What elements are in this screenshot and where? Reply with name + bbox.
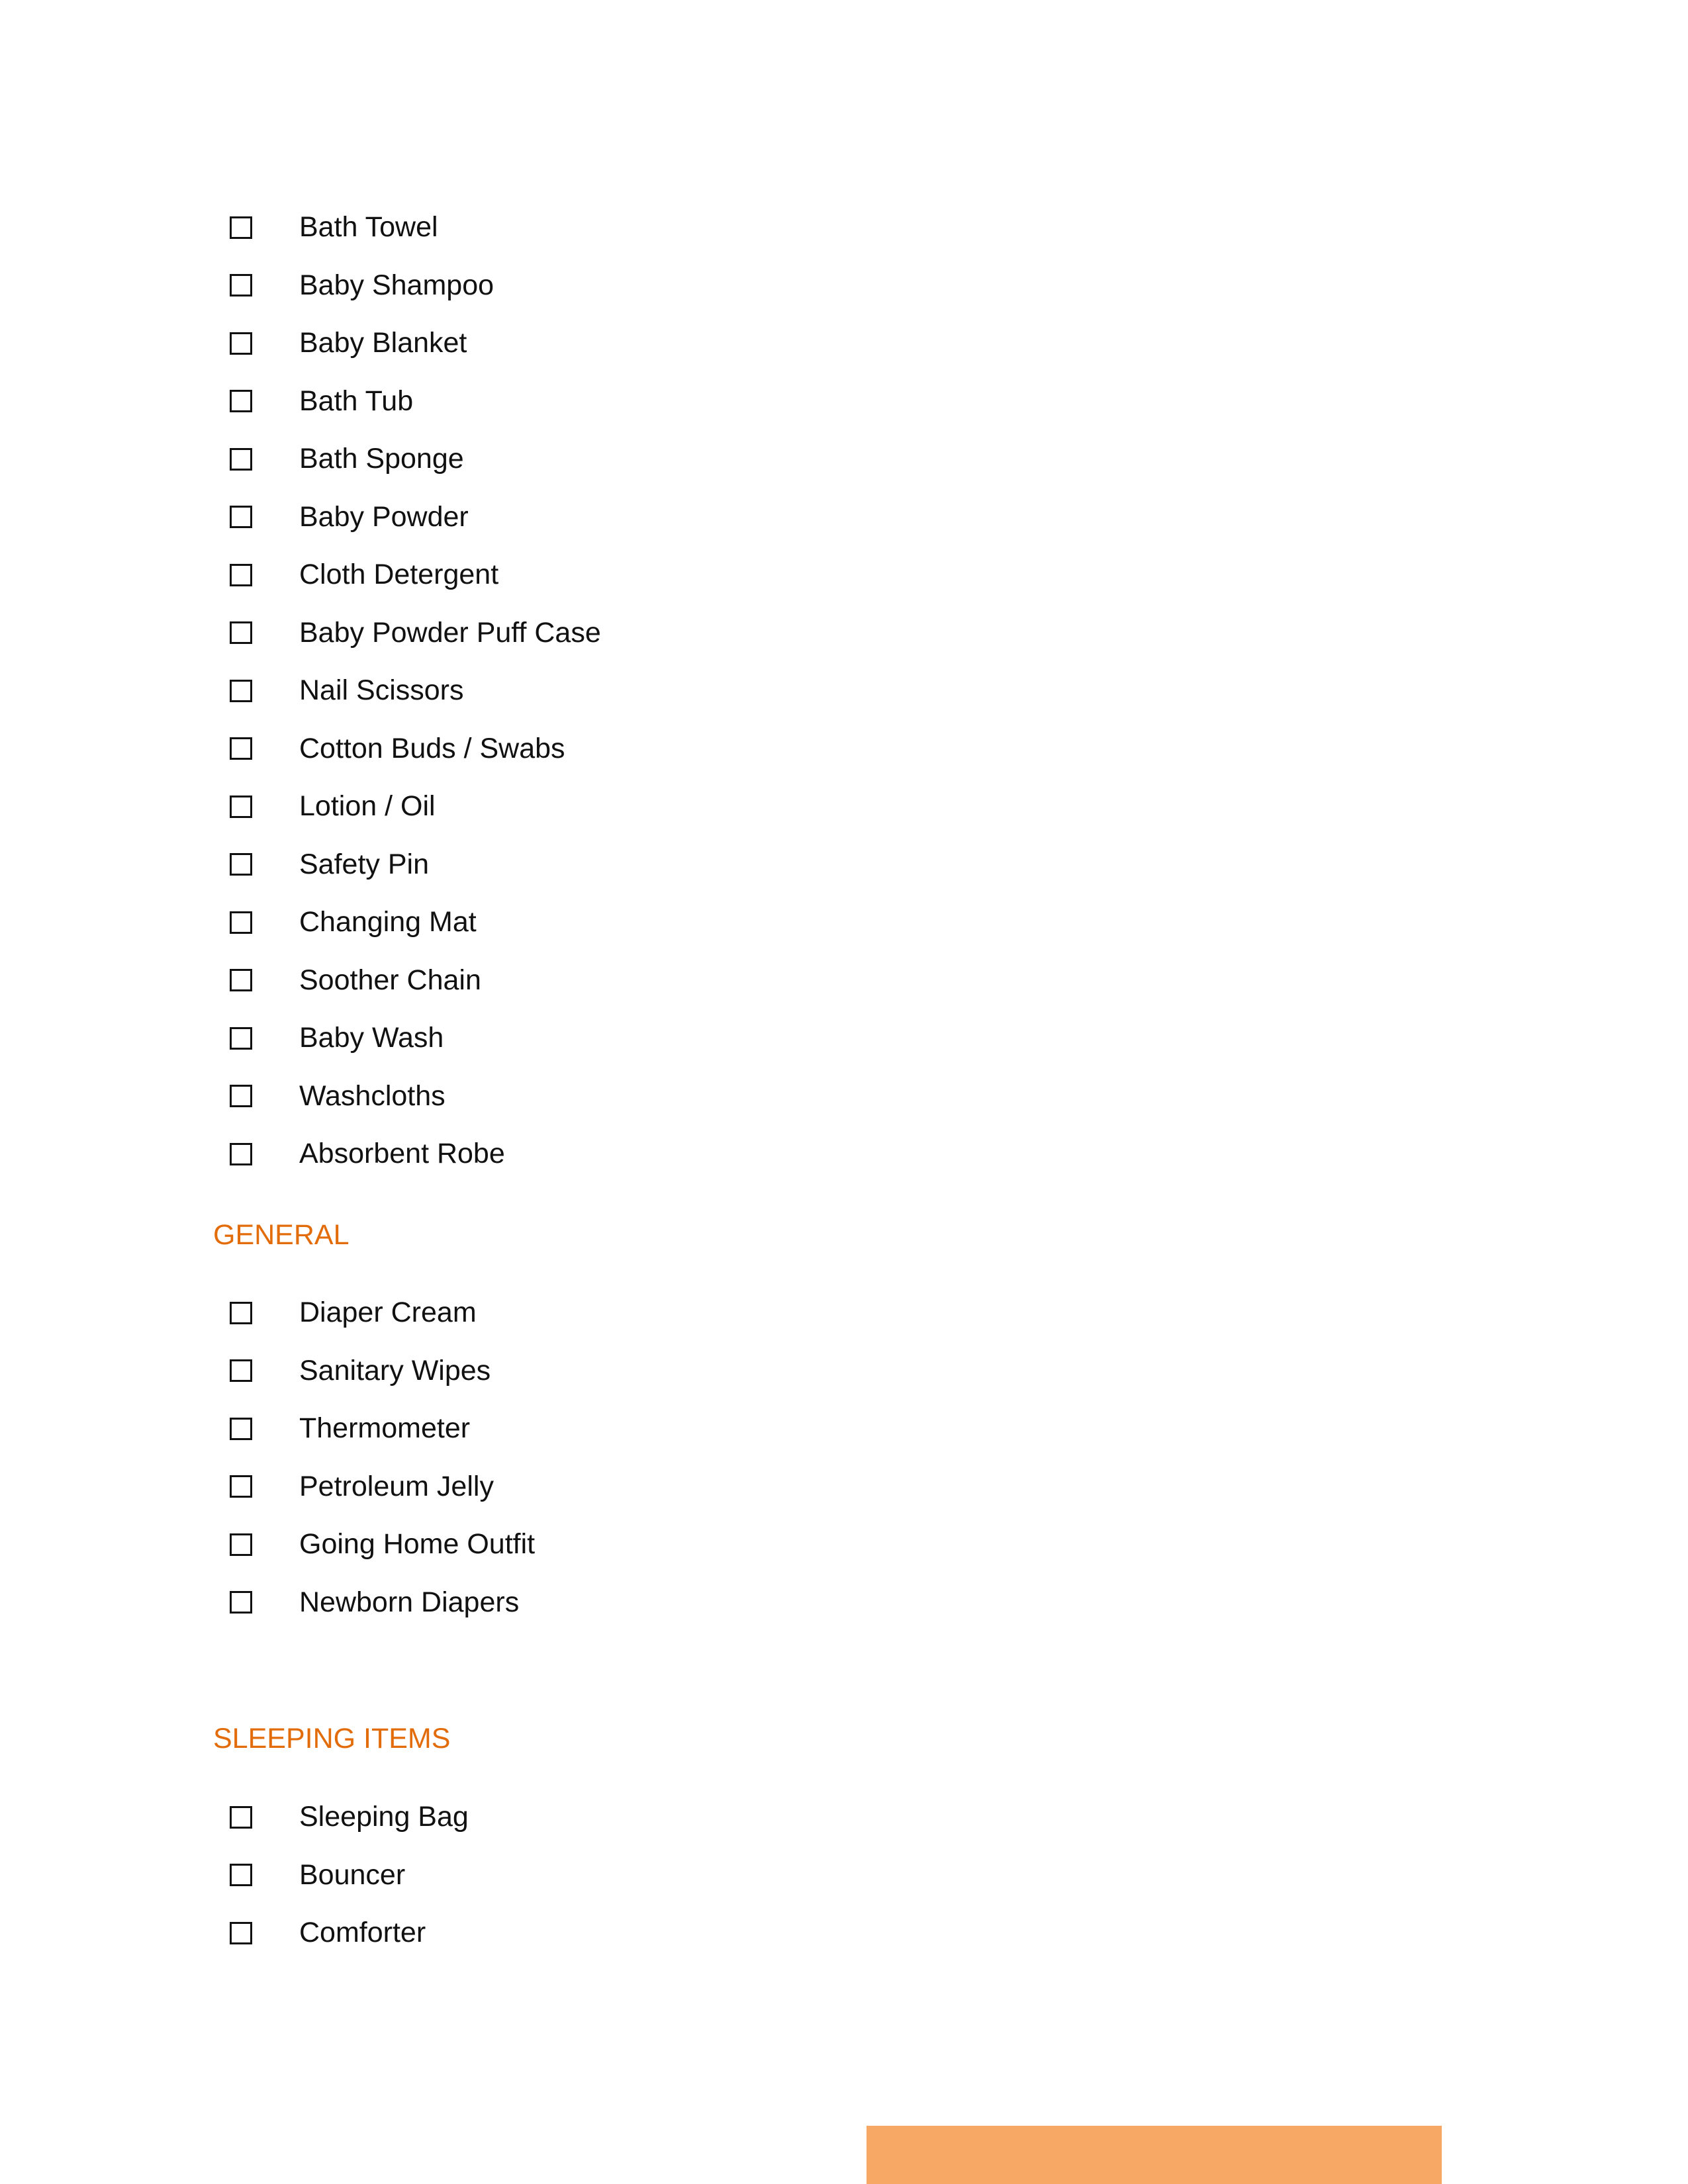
checkbox[interactable] bbox=[230, 1806, 252, 1829]
footer-accent-bar bbox=[867, 2126, 1442, 2184]
item-label: Changing Mat bbox=[299, 906, 477, 938]
checkbox[interactable] bbox=[230, 621, 252, 644]
checklist-item bbox=[213, 720, 601, 778]
checklist-item bbox=[213, 1574, 535, 1632]
item-label: Going Home Outfit bbox=[299, 1528, 536, 1561]
item-label: Sanitary Wipes bbox=[299, 1354, 491, 1387]
checkbox[interactable] bbox=[230, 448, 252, 471]
item-label: Thermometer bbox=[299, 1412, 471, 1445]
item-label: Diaper Cream bbox=[299, 1297, 477, 1329]
item-label: Bath Sponge bbox=[299, 443, 464, 475]
checkbox[interactable] bbox=[230, 1418, 252, 1440]
checkbox[interactable] bbox=[230, 274, 252, 296]
item-label: Bath Tub bbox=[299, 385, 414, 417]
sleeping-checklist bbox=[213, 1788, 469, 1962]
checkbox[interactable] bbox=[230, 1359, 252, 1382]
item-label: Cloth Detergent bbox=[299, 559, 499, 591]
sleeping-items-heading: SLEEPING ITEMS bbox=[213, 1723, 451, 1754]
item-label: Nail Scissors bbox=[299, 674, 464, 707]
checklist-item bbox=[213, 488, 601, 547]
checkbox[interactable] bbox=[230, 1302, 252, 1324]
checkbox[interactable] bbox=[230, 680, 252, 702]
item-label: Safety Pin bbox=[299, 848, 429, 880]
checklist-item bbox=[213, 1009, 601, 1068]
checkbox[interactable] bbox=[230, 1475, 252, 1498]
checkbox[interactable] bbox=[230, 911, 252, 934]
checklist-item bbox=[213, 314, 601, 373]
item-label: Sleeping Bag bbox=[299, 1801, 469, 1833]
checklist-item bbox=[213, 1846, 469, 1905]
item-label: Soother Chain bbox=[299, 964, 481, 996]
item-label: Newborn Diapers bbox=[299, 1586, 520, 1618]
checkbox[interactable] bbox=[230, 853, 252, 876]
item-label: Baby Shampoo bbox=[299, 269, 494, 301]
checklist-item bbox=[213, 1788, 469, 1846]
checkbox[interactable] bbox=[230, 390, 252, 412]
checkbox[interactable] bbox=[230, 564, 252, 586]
checklist-item bbox=[213, 1458, 535, 1516]
checkbox[interactable] bbox=[230, 969, 252, 991]
checkbox[interactable] bbox=[230, 1533, 252, 1556]
checklist-item bbox=[213, 1904, 469, 1962]
checkbox[interactable] bbox=[230, 1143, 252, 1165]
item-label: Absorbent Robe bbox=[299, 1138, 505, 1170]
item-label: Baby Blanket bbox=[299, 327, 467, 359]
bath-checklist bbox=[213, 199, 601, 1183]
checklist-item bbox=[213, 952, 601, 1010]
checkbox[interactable] bbox=[230, 1922, 252, 1944]
item-label: Bouncer bbox=[299, 1858, 406, 1891]
checkbox[interactable] bbox=[230, 506, 252, 528]
item-label: Baby Wash bbox=[299, 1022, 444, 1054]
checkbox[interactable] bbox=[230, 1027, 252, 1050]
checklist-item bbox=[213, 199, 601, 257]
checkbox[interactable] bbox=[230, 1591, 252, 1614]
checklist-item bbox=[213, 662, 601, 720]
checklist-item bbox=[213, 1284, 535, 1342]
checklist-item bbox=[213, 893, 601, 952]
general-heading: GENERAL bbox=[213, 1219, 350, 1251]
item-label: Comforter bbox=[299, 1917, 426, 1949]
checkbox[interactable] bbox=[230, 332, 252, 355]
item-label: Petroleum Jelly bbox=[299, 1470, 494, 1502]
checklist-item bbox=[213, 546, 601, 604]
checkbox[interactable] bbox=[230, 216, 252, 239]
checklist-item bbox=[213, 778, 601, 836]
checklist-item bbox=[213, 373, 601, 431]
item-label: Baby Powder Puff Case bbox=[299, 616, 601, 649]
checklist-item bbox=[213, 1516, 535, 1574]
general-checklist bbox=[213, 1284, 535, 1631]
item-label: Bath Towel bbox=[299, 211, 438, 244]
item-label: Washcloths bbox=[299, 1079, 445, 1112]
checklist-item bbox=[213, 1068, 601, 1126]
checklist-item bbox=[213, 430, 601, 488]
checklist-item bbox=[213, 1125, 601, 1183]
item-label: Cotton Buds / Swabs bbox=[299, 732, 565, 764]
checklist-item bbox=[213, 257, 601, 315]
checkbox[interactable] bbox=[230, 796, 252, 818]
item-label: Lotion / Oil bbox=[299, 790, 436, 823]
checkbox[interactable] bbox=[230, 1864, 252, 1886]
item-label: Baby Powder bbox=[299, 500, 469, 533]
checklist-item bbox=[213, 836, 601, 894]
checklist-item bbox=[213, 604, 601, 662]
checklist-item bbox=[213, 1342, 535, 1400]
checklist-item bbox=[213, 1400, 535, 1458]
checkbox[interactable] bbox=[230, 737, 252, 760]
checkbox[interactable] bbox=[230, 1085, 252, 1107]
